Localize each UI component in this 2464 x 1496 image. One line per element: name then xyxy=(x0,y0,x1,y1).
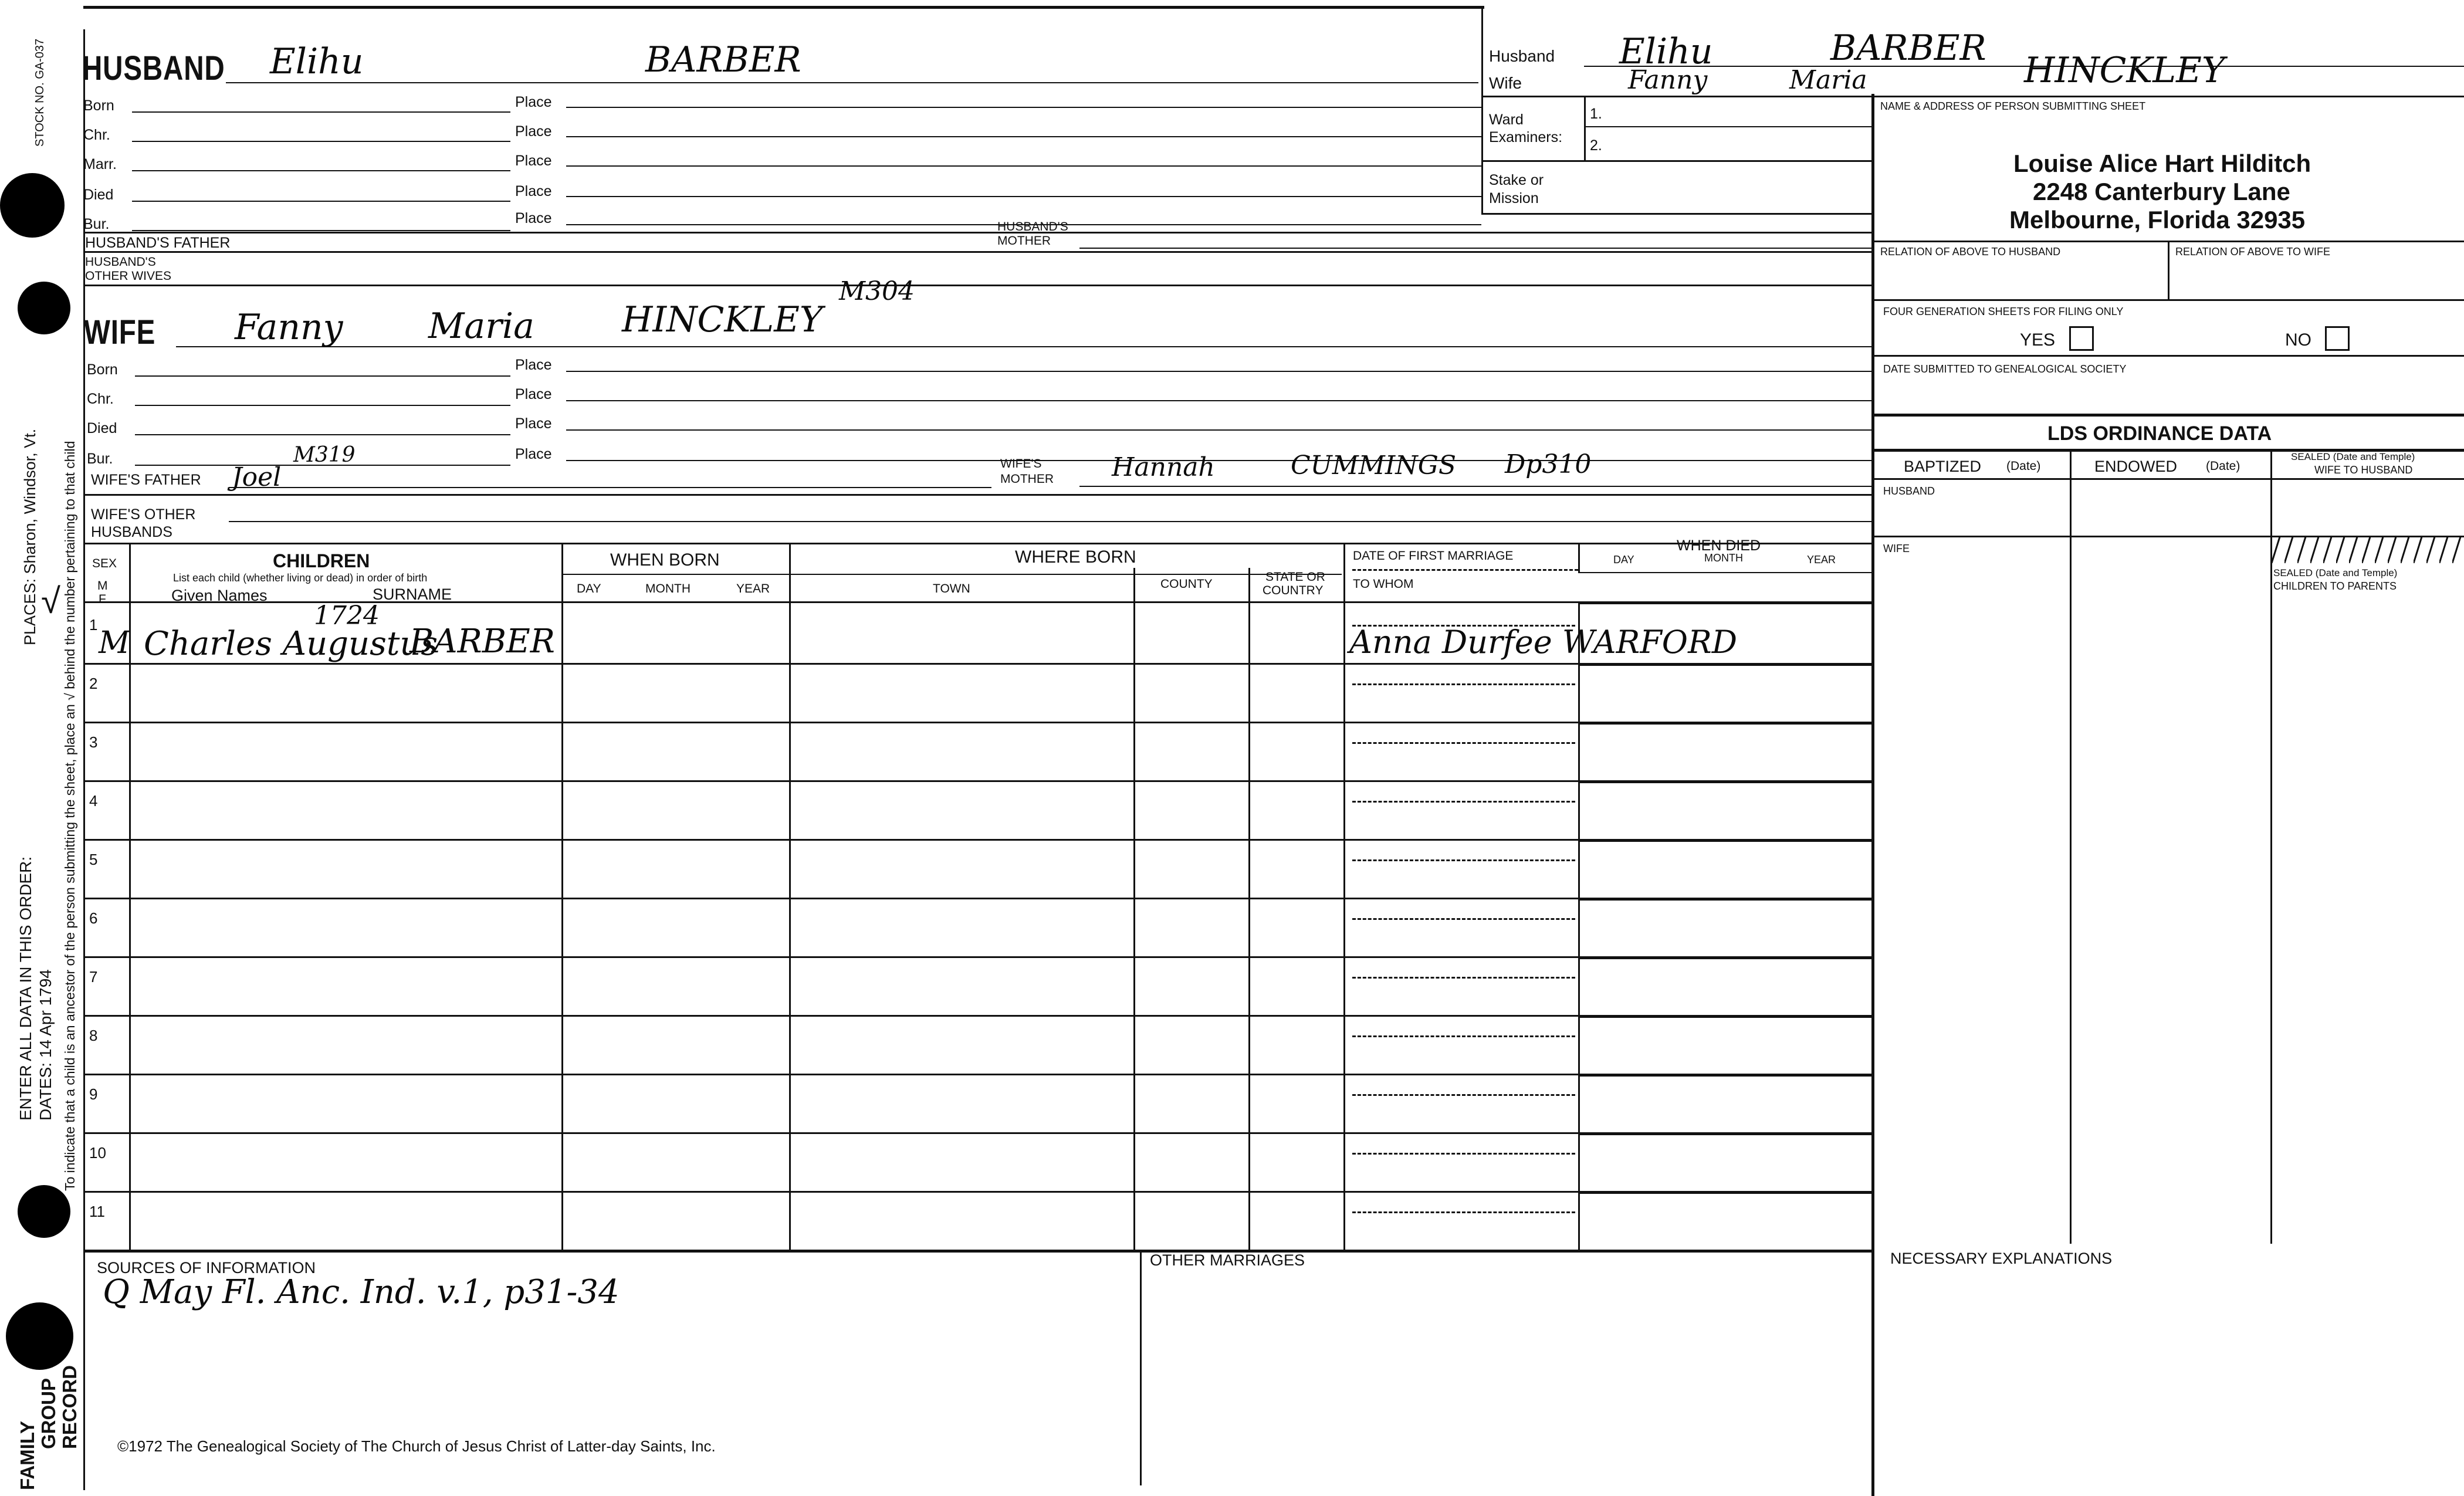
stake-bottom-line xyxy=(1481,213,1871,215)
wife-label: WIFE xyxy=(84,313,156,351)
family-label: FAMILY xyxy=(16,1421,38,1490)
row-number-9: 9 xyxy=(89,1085,98,1103)
died-rule xyxy=(1578,839,1871,842)
died-rule xyxy=(1578,663,1871,666)
children-to-parents-label: CHILDREN TO PARENTS xyxy=(2273,580,2397,592)
group-label: GROUP xyxy=(38,1377,59,1449)
where-born-label: WHERE BORN xyxy=(1015,547,1136,567)
baptized-label: BAPTIZED xyxy=(1904,458,1982,475)
copyright: ©1972 The Genealogical Society of The Church of Jesus Christ of Latter-day Saints, Inc. xyxy=(117,1437,716,1455)
lds-header-bottom-line xyxy=(1871,478,2464,480)
no-label: NO xyxy=(2285,330,2311,350)
sealed-bottom-label: SEALED (Date and Temple) xyxy=(2273,567,2398,578)
sex-f-label: F xyxy=(99,593,106,606)
binder-hole-3 xyxy=(18,1185,70,1238)
ward-divider xyxy=(1584,96,1586,160)
header-wife-middle: Maria xyxy=(1789,65,1867,95)
wife-section-top-line xyxy=(83,285,1871,286)
yes-checkbox[interactable] xyxy=(2069,326,2094,351)
wife-born-place-line xyxy=(566,371,1871,372)
marriage-dash xyxy=(1352,742,1575,744)
husband-name-line xyxy=(226,82,1478,83)
born-day-label: DAY xyxy=(577,582,601,595)
row-number-11: 11 xyxy=(89,1203,105,1220)
children-note: List each child (whether living or dead) in order of birth xyxy=(173,572,428,584)
sources-text: Q May Fl. Anc. Ind. v.1, p31-34 xyxy=(103,1273,620,1311)
sealed-top-label: SEALED (Date and Temple) xyxy=(2291,451,2415,462)
ward-label-1: Ward xyxy=(1489,111,1524,128)
born-month-label: MONTH xyxy=(645,582,691,595)
lds-col-divider-2 xyxy=(2270,449,2272,1244)
wife-other-husbands-label-1: WIFE'S OTHER xyxy=(91,506,196,523)
stake-label-2: Mission xyxy=(1489,190,1539,207)
header-husband-surname: BARBER xyxy=(1830,28,1986,69)
binder-hole-4 xyxy=(6,1302,73,1370)
wife-given-name: Fanny xyxy=(235,307,343,348)
husband-chr-place-line xyxy=(566,136,1481,137)
husband-died-place-line xyxy=(566,196,1481,197)
sources-label: SOURCES OF INFORMATION xyxy=(97,1259,316,1277)
husband-born-label: Born xyxy=(83,97,114,114)
wife-bur-place-line xyxy=(566,460,1871,461)
necessary-explanations-label: NECESSARY EXPLANATIONS xyxy=(1890,1250,2113,1267)
wife-born-label: Born xyxy=(87,361,118,378)
first-marriage-dash xyxy=(1352,569,1578,571)
lds-col-divider-1 xyxy=(2070,449,2072,1244)
row-number-10: 10 xyxy=(89,1144,106,1162)
dates-note: DATES: 14 Apr 1794 xyxy=(36,969,55,1121)
wife-other-husbands-line xyxy=(229,521,1871,522)
record-label: RECORD xyxy=(59,1365,80,1449)
husband-surname: BARBER xyxy=(645,39,801,80)
died-rule xyxy=(1578,601,1871,604)
header-husband-given: Elihu xyxy=(1619,31,1713,72)
hatched-area xyxy=(2272,537,2464,563)
marriage-dash xyxy=(1352,1153,1575,1155)
died-rule xyxy=(1578,1074,1871,1077)
row-number-7: 7 xyxy=(89,968,98,986)
wife-chr-label: Chr. xyxy=(87,391,114,407)
wife-mother-line xyxy=(1079,486,1871,487)
other-marriages-divider xyxy=(1140,1251,1142,1485)
wife-mother-surname: CUMMINGS xyxy=(1291,451,1457,480)
died-rule xyxy=(1578,1191,1871,1194)
town-label: TOWN xyxy=(933,582,970,595)
died-rule xyxy=(1578,780,1871,783)
when-died-col-divider xyxy=(1578,543,1580,572)
died-rule xyxy=(1578,1015,1871,1018)
husband-bur-label: Bur. xyxy=(83,216,110,232)
row-number-4: 4 xyxy=(89,792,98,810)
marriage-dash xyxy=(1352,1035,1575,1037)
wife-father-name: Joel xyxy=(232,462,282,492)
right-header-divider xyxy=(1481,6,1483,214)
date-submitted-label: DATE SUBMITTED TO GENEALOGICAL SOCIETY xyxy=(1883,363,2127,375)
header-wife-surname: HINCKLEY xyxy=(2024,50,2225,91)
lds-wife-label: WIFE xyxy=(1883,543,1910,554)
when-died-label: WHEN DIED xyxy=(1677,537,1761,554)
husband-chr-label: Chr. xyxy=(83,127,110,143)
no-checkbox[interactable] xyxy=(2325,326,2350,351)
wife-chr-line xyxy=(135,405,510,406)
died-rule xyxy=(1578,722,1871,725)
husband-other-wives-label-2: OTHER WIVES xyxy=(85,269,172,283)
husband-mother-label-1: HUSBAND'S xyxy=(997,220,1068,233)
husband-label: HUSBAND xyxy=(82,49,225,87)
lds-title: LDS ORDINANCE DATA xyxy=(2047,422,2272,445)
wife-surname: HINCKLEY xyxy=(622,299,823,340)
row-number-8: 8 xyxy=(89,1027,98,1044)
husband-died-label: Died xyxy=(83,187,114,203)
row-number-3: 3 xyxy=(89,733,98,751)
submitter-line-3: Melbourne, Florida 32935 xyxy=(2009,206,2306,233)
marriage-dash xyxy=(1352,683,1575,685)
places-note: PLACES: Sharon, Windsor, Vt. xyxy=(21,428,39,645)
ancestor-instruction: To indicate that a child is an ancestor of the person submitting the sheet, place an √ behind the number pertaining to that child xyxy=(62,441,77,1191)
four-gen-label: FOUR GENERATION SHEETS FOR FILING ONLY xyxy=(1883,306,2124,317)
children-table-top-line xyxy=(83,543,1871,544)
born-year-label: YEAR xyxy=(736,582,770,595)
husband-marr-line xyxy=(132,170,510,171)
wife-other-husbands-label-2: HUSBANDS xyxy=(91,524,172,540)
when-born-label: WHEN BORN xyxy=(610,550,720,570)
ward-num-1: 1. xyxy=(1590,106,1602,122)
top-border xyxy=(83,6,1484,9)
child1-sex: M xyxy=(99,625,130,661)
relation-bottom-line xyxy=(1871,299,2464,301)
wife-bur-place-label: Place xyxy=(515,446,552,462)
husband-marr-place-label: Place xyxy=(515,153,552,169)
husband-other-wives-top-line xyxy=(83,251,1871,253)
header-wife-given: Fanny xyxy=(1628,65,1708,95)
wife-bur-label: Bur. xyxy=(87,451,113,467)
died-rule xyxy=(1578,898,1871,901)
sex-m-label: M xyxy=(97,579,108,593)
relation-divider xyxy=(2168,241,2169,299)
child1-spouse: Anna Durfee WARFORD xyxy=(1349,624,1738,661)
header-husband-label: Husband xyxy=(1489,47,1555,65)
died-col-divider-right xyxy=(1578,601,1580,1250)
ancestor-checkmark: √ xyxy=(41,581,60,621)
wife-died-place-line xyxy=(566,429,1871,431)
wife-chr-place-label: Place xyxy=(515,386,552,402)
husband-died-place-label: Place xyxy=(515,183,552,199)
table-bottom-line xyxy=(83,1250,1871,1253)
died-month-label: MONTH xyxy=(1704,552,1743,564)
wife-born-place-label: Place xyxy=(515,357,552,373)
marriage-dash xyxy=(1352,859,1575,861)
wife-father-ref: M319 xyxy=(293,443,356,467)
baptized-date-label: (Date) xyxy=(2006,459,2041,473)
child1-ref: 1724 xyxy=(314,601,380,631)
first-marriage-label: DATE OF FIRST MARRIAGE xyxy=(1353,549,1514,563)
marriage-dash xyxy=(1352,1211,1575,1213)
row-number-2: 2 xyxy=(89,675,98,692)
husband-marr-place-line xyxy=(566,165,1481,167)
died-header-line xyxy=(1578,572,1871,573)
marriage-dash xyxy=(1352,1094,1575,1096)
relation-wife-label: RELATION OF ABOVE TO WIFE xyxy=(2175,246,2331,258)
husband-father-label: HUSBAND'S FATHER xyxy=(85,235,231,251)
other-marriages-label: OTHER MARRIAGES xyxy=(1150,1251,1305,1269)
wife-died-place-label: Place xyxy=(515,415,552,432)
wife-mother-name: Hannah xyxy=(1112,452,1215,482)
marriage-dash xyxy=(1352,977,1575,979)
children-label: CHILDREN xyxy=(273,550,370,571)
husband-father-top-line xyxy=(83,232,1871,233)
wife-died-line xyxy=(135,434,510,435)
header-wife-label: Wife xyxy=(1489,74,1522,92)
stake-label-1: Stake or xyxy=(1489,172,1544,188)
wife-died-label: Died xyxy=(87,420,117,436)
husband-marr-label: Marr. xyxy=(83,156,117,172)
row-number-5: 5 xyxy=(89,851,98,868)
lds-husband-label: HUSBAND xyxy=(1883,485,1935,497)
given-names-label: Given Names xyxy=(171,587,268,604)
husband-mother-line xyxy=(1079,248,1871,249)
header-wife-line xyxy=(1481,96,2464,97)
relation-husband-label: RELATION OF ABOVE TO HUSBAND xyxy=(1880,246,2061,258)
wife-other-husbands-top-line xyxy=(83,494,1871,496)
husband-bur-place-label: Place xyxy=(515,210,552,226)
ward-bottom-line xyxy=(1481,160,1871,162)
husband-chr-place-label: Place xyxy=(515,123,552,140)
husband-born-place-line xyxy=(566,107,1481,108)
wife-chr-place-line xyxy=(566,400,1871,401)
child1-surname: BARBER xyxy=(409,622,555,661)
stock-number: STOCK NO. GA-037 xyxy=(33,38,46,147)
town-col-divider xyxy=(1133,568,1135,1253)
wife-middle-name: Maria xyxy=(428,306,534,347)
marriage-dash xyxy=(1352,801,1575,803)
row-number-1: 1 xyxy=(89,616,98,634)
wife-to-husband-label: WIFE TO HUSBAND xyxy=(2314,464,2413,476)
child1-given: Charles Augustus xyxy=(144,625,438,663)
died-year-label: YEAR xyxy=(1807,554,1836,566)
submitter-label: NAME & ADDRESS OF PERSON SUBMITTING SHEET xyxy=(1880,100,2146,112)
wife-father-line xyxy=(229,487,991,488)
state-label-1: STATE OR xyxy=(1265,570,1325,584)
marriage-dash xyxy=(1352,918,1575,920)
ward-mid-line xyxy=(1584,126,1871,127)
right-panel-divider xyxy=(1871,94,1874,1496)
four-gen-bottom-line xyxy=(1871,355,2464,357)
row-number-6: 6 xyxy=(89,909,98,927)
husband-bur-line xyxy=(132,230,510,231)
wife-ref: M304 xyxy=(839,276,915,306)
sex-label: SEX xyxy=(92,557,117,570)
submitter-line-2: 2248 Canterbury Lane xyxy=(2033,178,2290,205)
husband-born-place-label: Place xyxy=(515,94,552,110)
endowed-date-label: (Date) xyxy=(2206,459,2240,473)
yes-label: YES xyxy=(2020,330,2056,350)
endowed-label: ENDOWED xyxy=(2094,458,2177,475)
husband-chr-line xyxy=(132,141,510,142)
surname-label: SURNAME xyxy=(373,585,452,603)
wife-born-line xyxy=(135,375,510,377)
wife-father-label: WIFE'S FATHER xyxy=(91,472,201,488)
submitter-line-1: Louise Alice Hart Hilditch xyxy=(2013,150,2311,177)
to-whom-label: TO WHOM xyxy=(1353,577,1414,591)
county-label: COUNTY xyxy=(1160,577,1213,591)
binder-hole-2 xyxy=(18,282,70,334)
husband-died-line xyxy=(132,201,510,202)
died-rule xyxy=(1578,956,1871,959)
lds-top-line xyxy=(1871,414,2464,417)
wife-mother-label-2: MOTHER xyxy=(1000,472,1054,486)
when-born-underline xyxy=(561,574,1342,575)
state-label-2: COUNTRY xyxy=(1263,584,1324,597)
ward-num-2: 2. xyxy=(1590,137,1602,154)
husband-mother-label-2: MOTHER xyxy=(997,234,1051,248)
wife-mother-label-1: WIFE'S xyxy=(1000,457,1042,471)
county-col-divider xyxy=(1248,568,1250,1253)
died-day-label: DAY xyxy=(1613,554,1634,566)
wife-mother-ref: Dp310 xyxy=(1505,449,1592,479)
husband-given-name: Elihu xyxy=(270,41,364,82)
husband-other-wives-label-1: HUSBAND'S xyxy=(85,255,156,269)
ward-label-2: Examiners: xyxy=(1489,129,1563,145)
died-rule xyxy=(1578,1132,1871,1135)
husband-born-line xyxy=(132,111,510,113)
enter-all-data: ENTER ALL DATA IN THIS ORDER: xyxy=(16,856,35,1121)
binder-hole-1 xyxy=(0,173,65,238)
